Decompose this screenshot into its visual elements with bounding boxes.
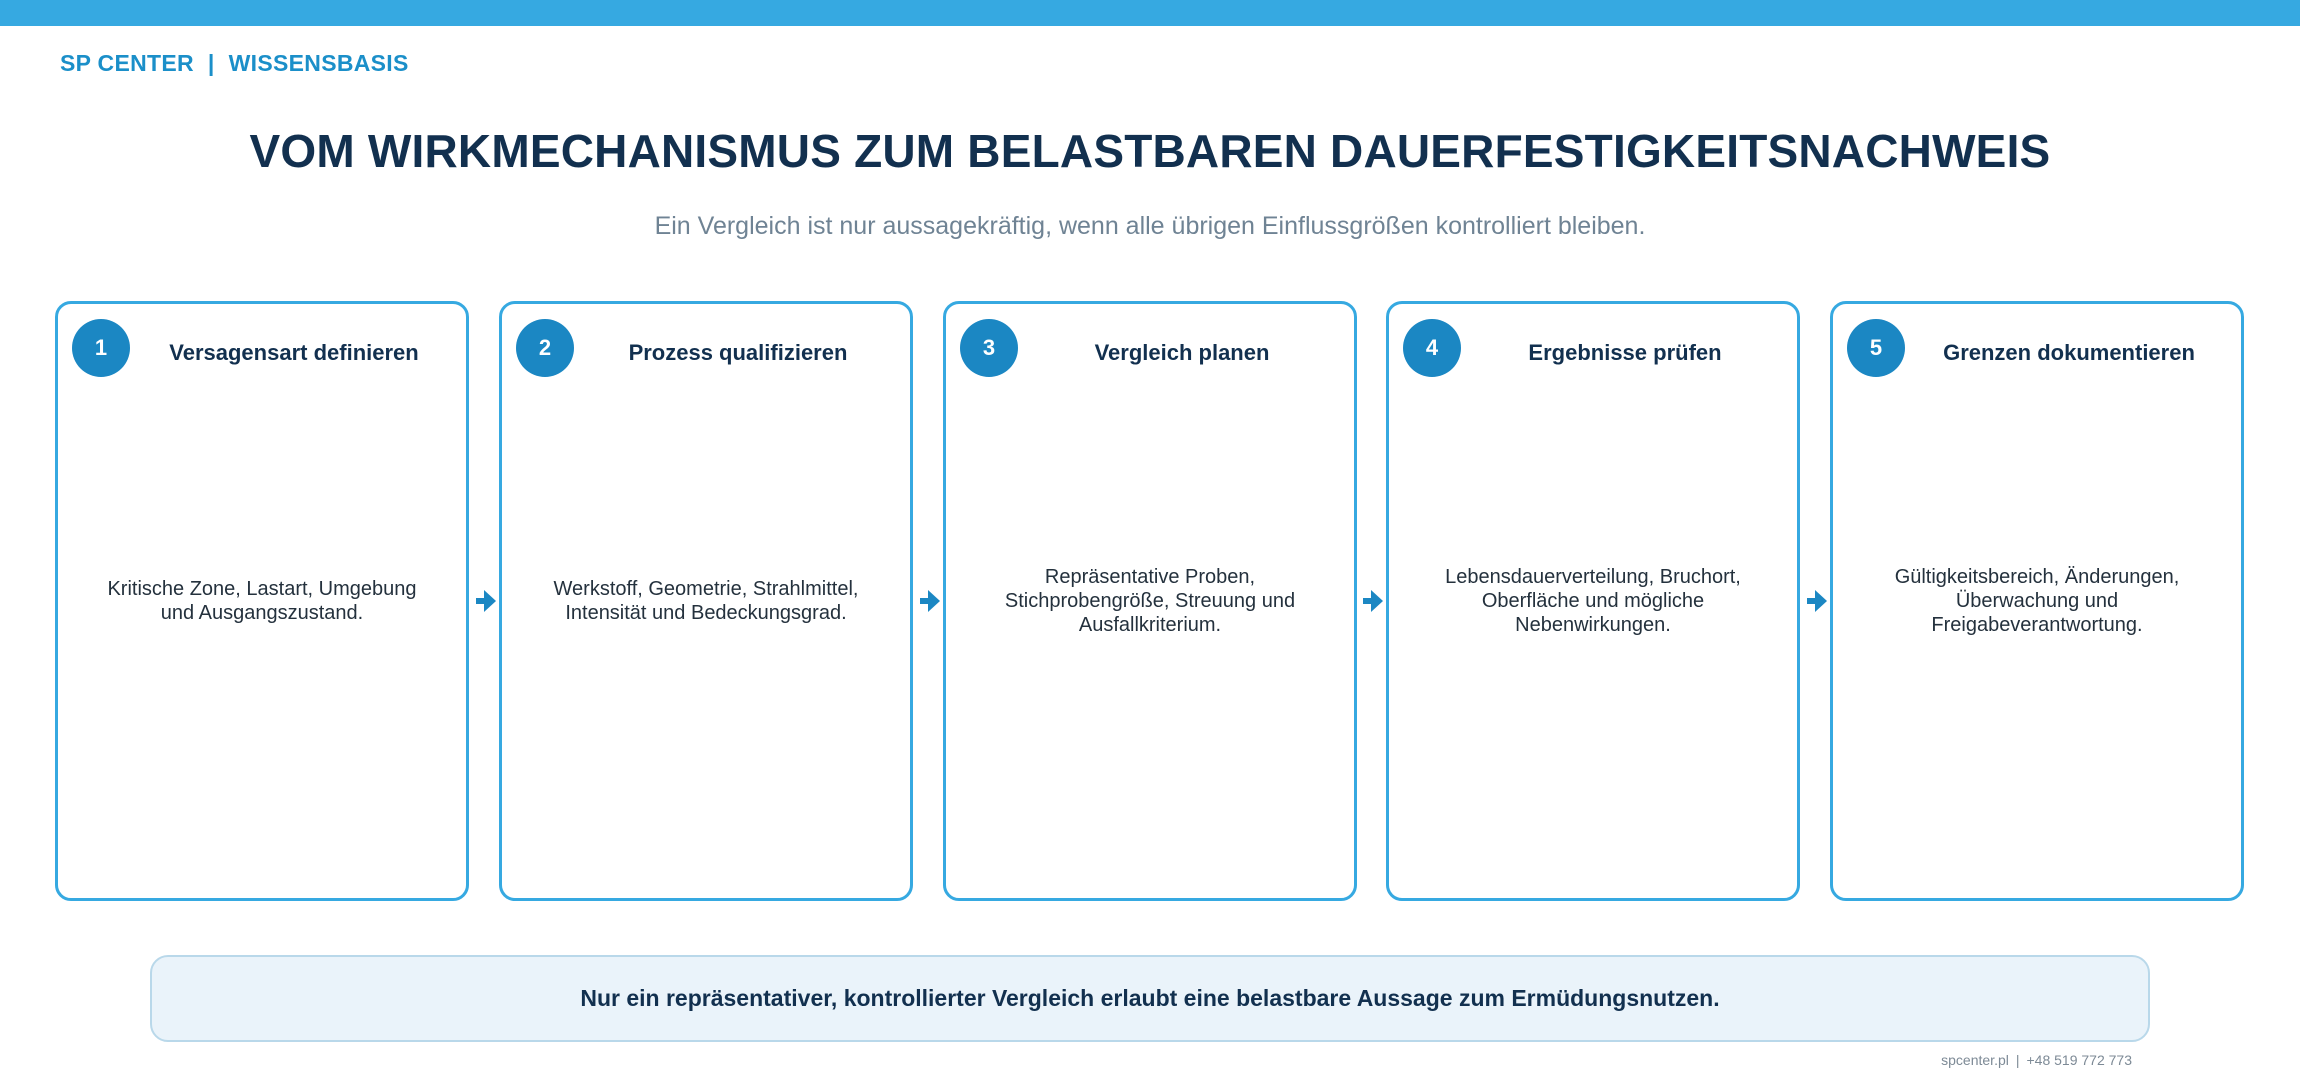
step-description: [1859, 304, 2215, 898]
step-description-line: Ausfallkriterium.: [1078, 614, 1222, 636]
footer-separator: |: [2015, 1052, 2020, 1068]
arrow-right-icon: [476, 590, 496, 612]
brand-section: WISSENSBASIS: [228, 50, 409, 76]
step-number-badge: 5: [1847, 319, 1905, 377]
page-subtitle: Ein Vergleich ist nur aussagekräftig, wenn alle übrigen Einflussgrößen kontrolliert bleiben.: [654, 212, 1646, 240]
step-description: [528, 304, 884, 898]
footer-contact: [1941, 1052, 2132, 1068]
top-accent-bar: [0, 0, 2300, 26]
brand-separator: |: [207, 50, 215, 76]
step-description: [972, 304, 1328, 898]
arrow-right-icon: [1363, 590, 1383, 612]
step-card-1: [55, 301, 469, 901]
process-steps: [55, 301, 2245, 905]
step-card-5: [1830, 301, 2244, 901]
footer-phone: +48 519 772 773: [2026, 1052, 2132, 1068]
step-description-line: Lebensdauerverteilung, Bruchort,: [1445, 566, 1741, 588]
step-title: Versagensart definieren: [169, 340, 419, 365]
step-title: Vergleich planen: [1094, 340, 1270, 365]
step-description-line: Oberfläche und mögliche: [1481, 590, 1705, 612]
step-title: Grenzen dokumentieren: [1943, 340, 2195, 365]
conclusion-box: [150, 955, 2150, 1042]
arrow-right-icon: [1807, 590, 1827, 612]
step-number-badge: 3: [960, 319, 1018, 377]
step-title: Prozess qualifizieren: [628, 340, 848, 365]
conclusion-text: Nur ein repräsentativer, kontrollierter Vergleich erlaubt eine belastbare Aussage zum Ermüdungsnutzen.: [580, 985, 1720, 1011]
page-title: VOM WIRKMECHANISMUS ZUM BELASTBAREN DAUERFESTIGKEITSNACHWEIS: [249, 125, 2051, 177]
step-card-4: [1386, 301, 1800, 901]
step-description-line: Nebenwirkungen.: [1515, 614, 1671, 636]
step-description-line: Intensität und Bedeckungsgrad.: [565, 602, 847, 624]
brand-name: SP CENTER: [60, 50, 194, 76]
step-number-badge: 4: [1403, 319, 1461, 377]
step-description-line: Repräsentative Proben,: [1044, 566, 1256, 588]
step-description-line: Überwachung und: [1955, 590, 2119, 612]
step-title: Ergebnisse prüfen: [1528, 340, 1722, 365]
step-card-3: [943, 301, 1357, 901]
brand-header: [60, 50, 409, 77]
step-description-line: Kritische Zone, Lastart, Umgebung: [107, 578, 417, 600]
step-description-line: und Ausgangszustand.: [160, 602, 364, 624]
arrow-right-icon: [920, 590, 940, 612]
step-card-2: [499, 301, 913, 901]
step-description: [84, 304, 440, 898]
step-description: [1415, 304, 1771, 898]
step-description-line: Freigabeverantwortung.: [1931, 614, 2143, 636]
step-description-line: Stichprobengröße, Streuung und: [1004, 590, 1296, 612]
step-number-badge: 1: [72, 319, 130, 377]
footer-website: spcenter.pl: [1941, 1052, 2009, 1068]
step-description-line: Gültigkeitsbereich, Änderungen,: [1894, 566, 2180, 588]
step-number-badge: 2: [516, 319, 574, 377]
step-description-line: Werkstoff, Geometrie, Strahlmittel,: [553, 578, 859, 600]
